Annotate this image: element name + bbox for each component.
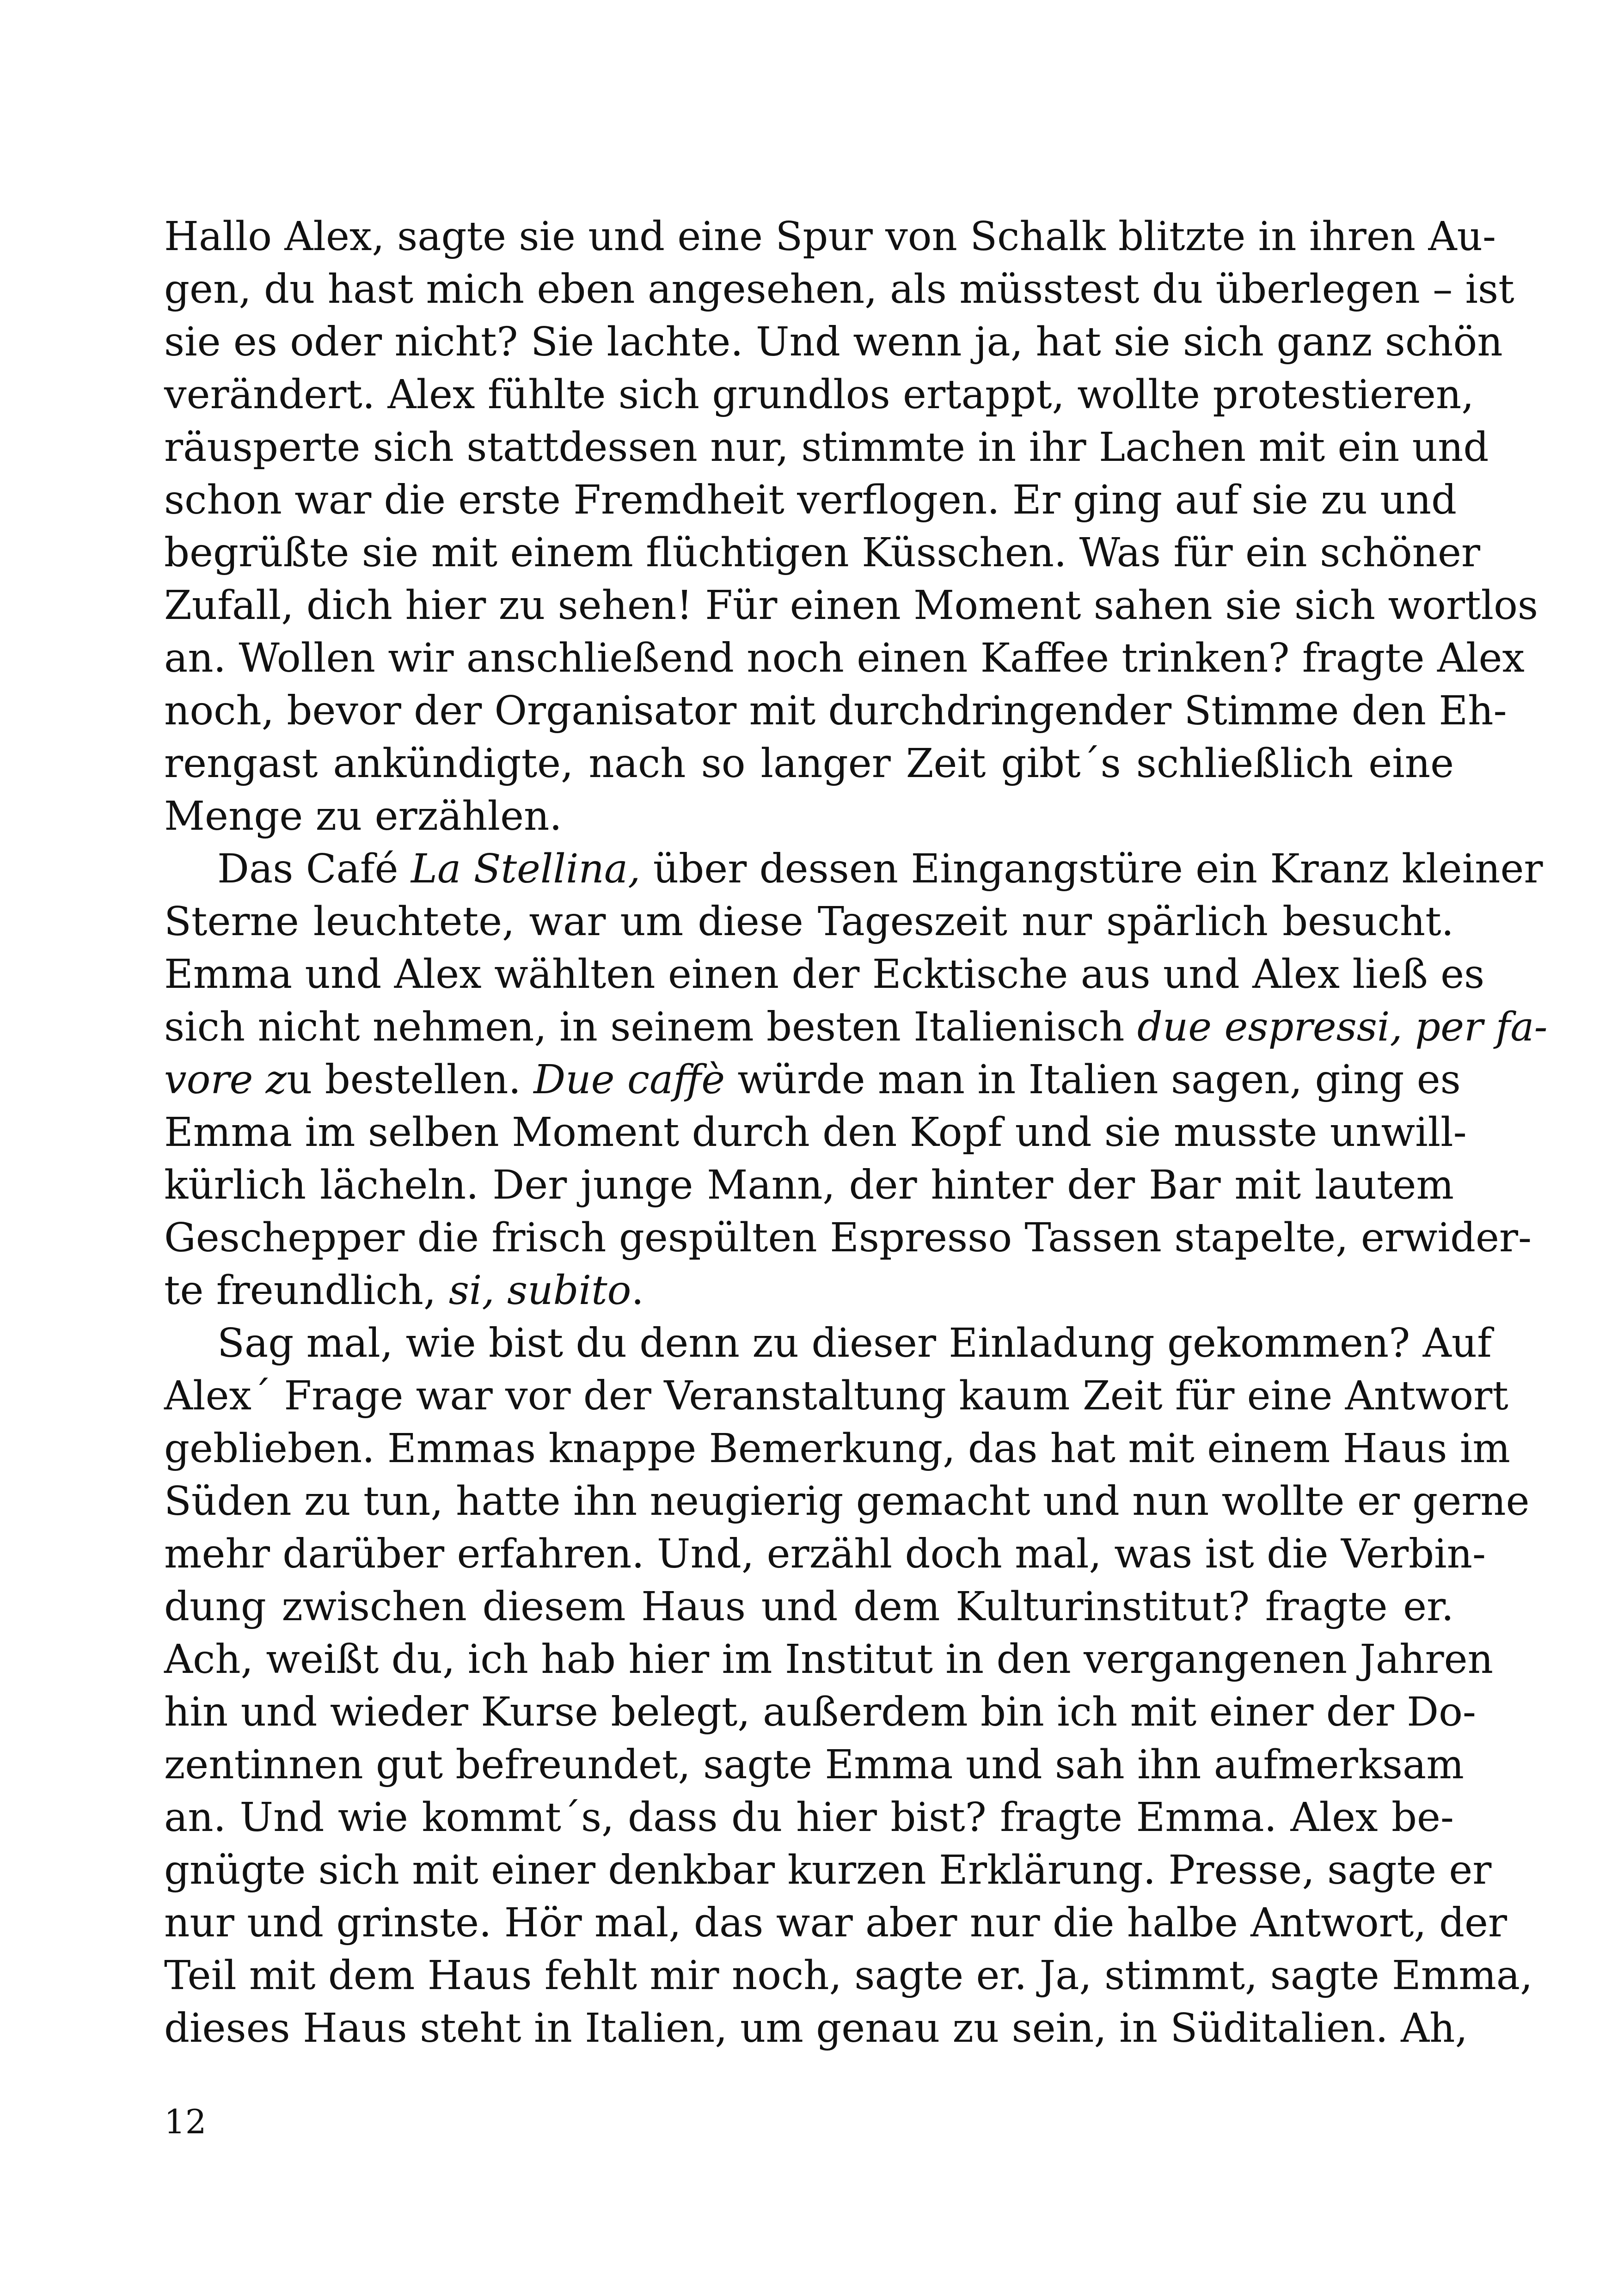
text-line xyxy=(164,1370,1508,1422)
text-line xyxy=(164,1053,1461,1106)
text-segment: Menge zu erzählen. xyxy=(164,793,562,839)
text-line xyxy=(164,1686,1476,1739)
text-line xyxy=(164,790,1454,843)
text-segment: dieses Haus steht in Italien, um genau zu sein, in Süditalien. Ah, xyxy=(164,2005,1468,2051)
text-segment: Emma im selben Moment durch den Kopf und sie musste unwill- xyxy=(164,1109,1467,1156)
page-number: 12 xyxy=(164,2102,207,2141)
italic-text: vore z xyxy=(164,1057,287,1103)
text-line xyxy=(164,579,1538,632)
text-segment: Emma und Alex wählten einen der Ecktische aus und Alex ließ es xyxy=(164,951,1485,998)
text-segment: verändert. Alex fühlte sich grundlos ertappt, wollte protestieren, xyxy=(164,372,1474,418)
text-line xyxy=(164,632,1525,685)
italic-text: La Stellina, xyxy=(411,846,641,892)
text-segment: dung zwischen diesem Haus und dem Kulturinstitut? fragte er. xyxy=(164,1584,1454,1630)
text-segment: mehr darüber erfahren. Und, erzähl doch mal, was ist die Verbin- xyxy=(164,1531,1486,1577)
text-line xyxy=(164,1264,1454,1317)
text-segment: sie es oder nicht? Sie lachte. Und wenn ja, hat sie sich ganz schön xyxy=(164,319,1503,365)
text-segment: te freundlich, xyxy=(164,1267,449,1314)
text-segment: geblieben. Emmas knappe Bemerkung, das hat mit einem Haus im xyxy=(164,1426,1510,1472)
text-line xyxy=(164,316,1503,368)
text-line xyxy=(164,1897,1508,1949)
italic-text: due espressi, per fa- xyxy=(1137,1004,1548,1050)
text-segment: Alex´ Frage war vor der Veranstaltung kaum Zeit für eine Antwort xyxy=(164,1373,1508,1419)
text-line xyxy=(164,1106,1467,1159)
text-segment: gnügte sich mit einer denkbar kurzen Erklärung. Presse, sagte er xyxy=(164,1847,1492,1893)
text-segment: würde man in Italien sagen, ging es xyxy=(725,1057,1461,1103)
text-segment: räusperte sich stattdessen nur, stimmte in ihr Lachen mit ein und xyxy=(164,424,1489,471)
italic-text: Due caffè xyxy=(533,1057,725,1103)
text-segment: zentinnen gut befreundet, sagte Emma und sah ihn aufmerksam xyxy=(164,1742,1464,1788)
text-line xyxy=(164,1791,1454,1844)
text-line xyxy=(164,2002,1468,2055)
text-segment: Sag mal, wie bist du denn zu dieser Einladung gekommen? Auf xyxy=(217,1320,1492,1366)
text-segment: Teil mit dem Haus fehlt mir noch, sagte er. Ja, stimmt, sagte Emma, xyxy=(164,1953,1533,1999)
text-line xyxy=(164,421,1489,474)
text-line xyxy=(164,1212,1532,1264)
text-line xyxy=(164,1580,1454,1633)
text-segment: rengast ankündigte, nach so langer Zeit gibt´s schließlich eine xyxy=(164,741,1454,787)
text-segment: an. Wollen wir anschließend noch einen Kaffee trinken? fragte Alex xyxy=(164,635,1525,681)
body-text xyxy=(164,210,1548,2055)
text-line xyxy=(164,843,1543,895)
text-line xyxy=(164,368,1474,421)
text-line xyxy=(164,1739,1464,1791)
text-line xyxy=(164,474,1457,527)
text-line xyxy=(164,1475,1530,1528)
text-line xyxy=(164,210,1496,263)
text-segment: begrüßte sie mit einem flüchtigen Küsschen. Was für ein schöner xyxy=(164,530,1480,576)
text-segment: . xyxy=(631,1267,644,1314)
text-segment: u bestellen. xyxy=(287,1057,534,1103)
text-line xyxy=(164,948,1485,1001)
text-segment: an. Und wie kommt´s, dass du hier bist? fragte Emma. Alex be- xyxy=(164,1794,1454,1841)
text-segment: über dessen Eingangstüre ein Kranz kleiner xyxy=(640,846,1543,892)
text-segment: Süden zu tun, hatte ihn neugierig gemacht und nun wollte er gerne xyxy=(164,1478,1530,1525)
text-line xyxy=(164,685,1507,737)
text-line xyxy=(164,737,1454,790)
text-segment: noch, bevor der Organisator mit durchdringender Stimme den Eh- xyxy=(164,688,1507,734)
text-segment: nur und grinste. Hör mal, das war aber nur die halbe Antwort, der xyxy=(164,1900,1508,1946)
text-line xyxy=(164,1844,1492,1897)
text-segment: Hallo Alex, sagte sie und eine Spur von Schalk blitzte in ihren Au- xyxy=(164,214,1496,260)
text-segment: sich nicht nehmen, in seinem besten Italienisch xyxy=(164,1004,1137,1050)
text-segment: Zufall, dich hier zu sehen! Für einen Moment sahen sie sich wortlos xyxy=(164,582,1538,629)
text-line xyxy=(164,895,1454,948)
italic-text: si, subito xyxy=(448,1267,631,1314)
text-line xyxy=(164,1422,1510,1475)
text-segment: hin und wieder Kurse belegt, außerdem bin ich mit einer der Do- xyxy=(164,1689,1476,1735)
text-segment: Das Café xyxy=(217,846,411,892)
text-segment: kürlich lächeln. Der junge Mann, der hinter der Bar mit lautem xyxy=(164,1162,1454,1208)
text-segment: schon war die erste Fremdheit verflogen. Er ging auf sie zu und xyxy=(164,477,1457,523)
text-segment: gen, du hast mich eben angesehen, als müsstest du überlegen – ist xyxy=(164,266,1514,312)
text-segment: Sterne leuchtete, war um diese Tageszeit nur spärlich besucht. xyxy=(164,899,1454,945)
text-line xyxy=(164,527,1480,579)
text-line xyxy=(164,1317,1492,1370)
text-line xyxy=(164,1159,1454,1212)
text-line xyxy=(164,1633,1493,1686)
text-line xyxy=(164,263,1514,316)
text-line xyxy=(164,1528,1486,1580)
text-segment: Ach, weißt du, ich hab hier im Institut in den vergangenen Jahren xyxy=(164,1636,1493,1683)
text-line xyxy=(164,1001,1548,1053)
text-segment: Geschepper die frisch gespülten Espresso Tassen stapelte, erwider- xyxy=(164,1215,1532,1261)
text-line xyxy=(164,1949,1533,2002)
